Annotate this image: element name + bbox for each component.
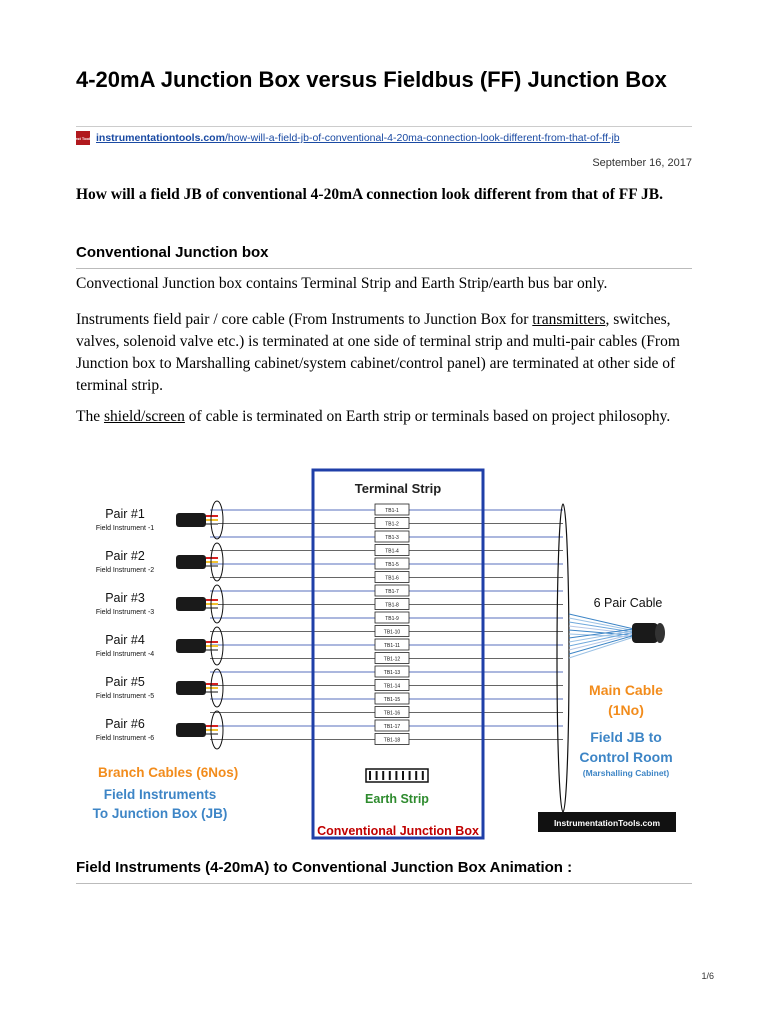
pair-label: Pair #2 (105, 549, 145, 563)
terminal-label: TB1-10 (383, 629, 401, 636)
terminal-label: TB1-8 (385, 602, 399, 609)
site-logo: Inst Tools (76, 131, 90, 145)
transmitters-link[interactable]: transmitters (532, 311, 606, 328)
field-instruments-label-2: To Junction Box (JB) (92, 806, 228, 821)
source-path-link[interactable]: /how-will-a-field-jb-of-conventional-4-20ma-connection-look-different-from-that-of-ff-jb (224, 132, 620, 144)
branch-cable-stub (176, 555, 206, 569)
terminal-label: TB1-4 (385, 548, 399, 555)
main-cable-label-1: Main Cable (589, 682, 663, 698)
terminal-label: TB1-2 (385, 521, 399, 528)
conventional-jb-label: Conventional Junction Box (317, 824, 479, 838)
title-divider (76, 126, 692, 127)
terminal-label: TB1-5 (385, 562, 399, 568)
six-pair-cable-end (632, 623, 665, 643)
branch-cable-stub (176, 723, 206, 737)
source-line (73, 131, 620, 145)
branch-cable-stub (176, 681, 206, 695)
terminal-label: TB1-18 (383, 737, 401, 744)
section-heading-animation: Field Instruments (4-20mA) to Conventional Junction Box Animation : (76, 859, 692, 884)
field-instrument-label: Field Instrument -1 (95, 525, 155, 532)
pair-label: Pair #1 (105, 507, 145, 521)
page-number: 1/6 (701, 971, 714, 981)
six-pair-cable-label: 6 Pair Cable (593, 596, 663, 610)
terminal-label: TB1-15 (383, 697, 401, 703)
paragraph-1: Convectional Junction box contains Terminal Strip and Earth Strip/earth bus bar only. (76, 275, 608, 292)
pair-label: Pair #5 (105, 675, 145, 689)
field-instrument-label: Field Instrument -5 (95, 693, 155, 700)
page-title: 4-20mA Junction Box versus Fieldbus (FF) Junction Box (76, 67, 667, 92)
branch-cable-stub (176, 639, 206, 653)
terminal-label: TB1-13 (383, 670, 401, 676)
field-instrument-label: Field Instrument -3 (95, 609, 155, 616)
lead-question: How will a field JB of conventional 4-20mA connection look different from that of FF JB. (76, 186, 663, 203)
marshalling-label: (Marshalling Cabinet) (582, 768, 670, 778)
pair-labels (96, 501, 223, 749)
paragraph-2: Instruments field pair / core cable (From Instruments to Junction Box for transmitters, switches, valves, solenoid valve etc.) is terminated at one side of terminal strip and multi-pair cables (From Junction box to Marshalling cabinet/system cabinet/control panel) are terminated at other side of terminal strip. (76, 311, 680, 394)
terminal-label: TB1-12 (383, 656, 401, 663)
terminal-label: TB1-7 (385, 589, 399, 595)
terminal-label: TB1-3 (385, 535, 399, 541)
terminal-label: TB1-14 (383, 683, 401, 690)
field-instrument-label: Field Instrument -2 (95, 567, 155, 574)
junction-box-diagram (78, 466, 690, 842)
field-instrument-label: Field Instrument -6 (95, 735, 155, 742)
branch-cables-label: Branch Cables (6Nos) (98, 765, 239, 780)
branch-cable-stub (176, 513, 206, 527)
pair-label: Pair #4 (105, 633, 145, 647)
terminal-label: TB1-17 (383, 724, 401, 730)
field-jb-label-1: Field JB to (590, 729, 662, 745)
pair-label: Pair #6 (105, 717, 145, 731)
section-heading-conventional: Conventional Junction box (76, 244, 692, 269)
field-jb-label-2: Control Room (579, 749, 673, 765)
pair-label: Pair #3 (105, 591, 145, 605)
publish-date: September 16, 2017 (592, 157, 692, 169)
field-instruments-label-1: Field Instruments (103, 787, 217, 802)
field-instrument-label: Field Instrument -4 (95, 651, 155, 658)
terminal-label: TB1-6 (385, 575, 399, 582)
terminal-label: TB1-1 (385, 508, 399, 514)
terminal-strip (375, 504, 409, 745)
earth-strip-label: Earth Strip (365, 792, 429, 806)
terminal-label: TB1-16 (383, 710, 401, 717)
terminal-label: TB1-11 (383, 643, 401, 649)
watermark-text: InstrumentationTools.com (553, 818, 661, 828)
source-domain-link[interactable]: instrumentationtools.com (96, 132, 225, 144)
terminal-label: TB1-9 (385, 616, 399, 622)
branch-cable-stub (176, 597, 206, 611)
main-cable-label-2: (1No) (608, 702, 644, 718)
shield-screen-link[interactable]: shield/screen (103, 408, 185, 425)
cable-fan (569, 614, 634, 658)
earth-strip-icon (366, 769, 428, 782)
terminal-strip-title: Terminal Strip (354, 481, 442, 496)
paragraph-3: The shield/screen of cable is terminated on Earth strip or terminals based on project philosophy. (76, 408, 671, 425)
